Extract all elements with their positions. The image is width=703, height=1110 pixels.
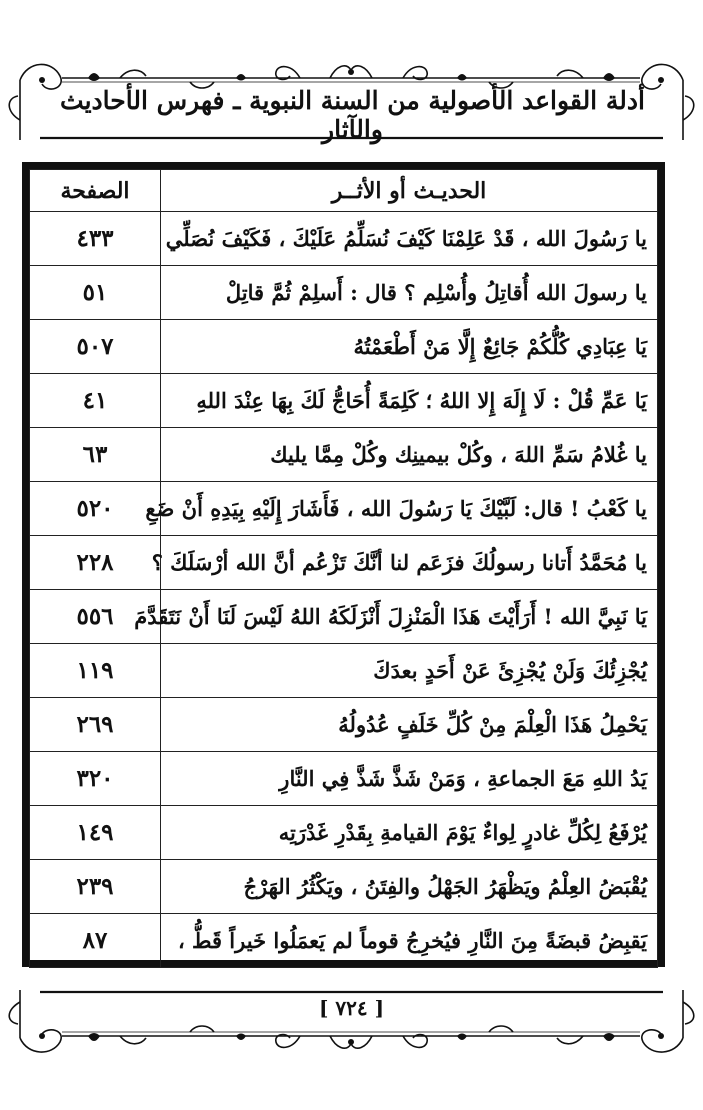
page-ref: ١١٩ xyxy=(30,644,161,698)
hadith-text: يَا عِبَادِي كُلُّكُمْ جَائِعٌ إِلَّا مَنْ أَطْعَمْتُهُ xyxy=(161,320,658,374)
hadith-index-table xyxy=(29,169,658,968)
table-row xyxy=(30,536,658,590)
hadith-text: يَدُ اللهِ مَعَ الجماعةِ ، وَمَنْ شَذَّ شَذَّ فِي النَّارِ xyxy=(161,752,658,806)
hadith-text: يُرْفَعُ لِكُلِّ غادرٍ لِواءٌ يَوْمَ القيامةِ بِقَدْرِ غَدْرَتِه xyxy=(161,806,658,860)
hadith-text: يا غُلامُ سَمِّ اللهَ ، وكُلْ بيمينِك وكُلْ مِمَّا يليك xyxy=(161,428,658,482)
bottom-ornament xyxy=(0,988,703,1058)
table-row xyxy=(30,590,658,644)
table-row xyxy=(30,320,658,374)
table-row xyxy=(30,914,658,968)
page-ref: ٢٦٩ xyxy=(30,698,161,752)
table-row xyxy=(30,860,658,914)
hadith-text: يُقْبَضُ العِلْمُ ويَظْهَرُ الجَهْلُ والفِتَنُ ، ويَكْثُرُ الهَرْجُ xyxy=(161,860,658,914)
page-ref: ٦٣ xyxy=(30,428,161,482)
page-ref: ٢٢٨ xyxy=(30,536,161,590)
page-ref: ٥١ xyxy=(30,266,161,320)
hadith-text: يَا نَبِيَّ الله ! أَرَأَيْتَ هَذَا الْمَنْزِلَ أَنْزَلَكَهُ اللهُ لَيْسَ لَنَا أَنْ نَتَقَدَّمَ xyxy=(161,590,658,644)
hadith-text: يا كَعْبُ ! قال: لَبَّيْكَ يَا رَسُولَ الله ، فَأَشَارَ إِلَيْهِ بِيَدِهِ أَنْ ضَعِ xyxy=(161,482,658,536)
table-row xyxy=(30,374,658,428)
hadith-text: يا رَسُولَ الله ، قَدْ عَلِمْنَا كَيْفَ نُسَلِّمُ عَلَيْكَ ، فَكَيْفَ نُصَلِّي xyxy=(161,212,658,266)
hadith-text: يَحْمِلُ هَذَا الْعِلْمَ مِنْ كُلِّ خَلَفٍ عُدُولُهُ xyxy=(161,698,658,752)
table-row xyxy=(30,644,658,698)
page-ref: ٨٧ xyxy=(30,914,161,968)
table-row xyxy=(30,698,658,752)
page-ref: ٤٣٣ xyxy=(30,212,161,266)
page-ref: ١٤٩ xyxy=(30,806,161,860)
table-row xyxy=(30,266,658,320)
hadith-text: يا مُحَمَّدُ أَتانا رسولُكَ فزَعَم لنا أنَّكَ تَزْعُم أنَّ الله أرْسَلَكَ ؟ xyxy=(161,536,658,590)
table-row xyxy=(30,806,658,860)
hadith-text: يُجْزِئُكَ وَلَنْ يُجْزِئَ عَنْ أَحَدٍ بعدَكَ xyxy=(161,644,658,698)
hadith-text: يا رسولَ الله أُقاتِلُ وأُسْلِم ؟ قال : أَسلِمْ ثُمَّ قاتِلْ xyxy=(161,266,658,320)
column-header-text: الحديـث أو الأثــر xyxy=(161,170,658,212)
table-row xyxy=(30,212,658,266)
table-row xyxy=(30,428,658,482)
table-row xyxy=(30,752,658,806)
page-ref: ٥٥٦ xyxy=(30,590,161,644)
hadith-text: يَقبِضُ قبضَةً مِنَ النَّارِ فيُخرِجُ قوماً لم يَعمَلُوا خَيراً قَطُّ ، xyxy=(161,914,658,968)
table-header-row xyxy=(30,170,658,212)
page-ref: ٢٣٩ xyxy=(30,860,161,914)
column-header-page: الصفحة xyxy=(30,170,161,212)
hadith-text: يَا عَمِّ قُلْ : لَا إِلَهَ إِلا اللهُ ؛ كَلِمَةً أُحَاجُّ لَكَ بِهَا عِنْدَ اللهِ xyxy=(161,374,658,428)
table-row xyxy=(30,482,658,536)
page-ref: ٥٢٠ xyxy=(30,482,161,536)
page-ref: ٣٢٠ xyxy=(30,752,161,806)
page-number: [ ٧٢٤ ] xyxy=(318,996,385,1020)
page-ref: ٥٠٧ xyxy=(30,320,161,374)
page-header-title: أدلة القواعد الأصولية من السنة النبوية ـ فهرس الأحاديث والآثار xyxy=(60,86,645,144)
page-ref: ٤١ xyxy=(30,374,161,428)
